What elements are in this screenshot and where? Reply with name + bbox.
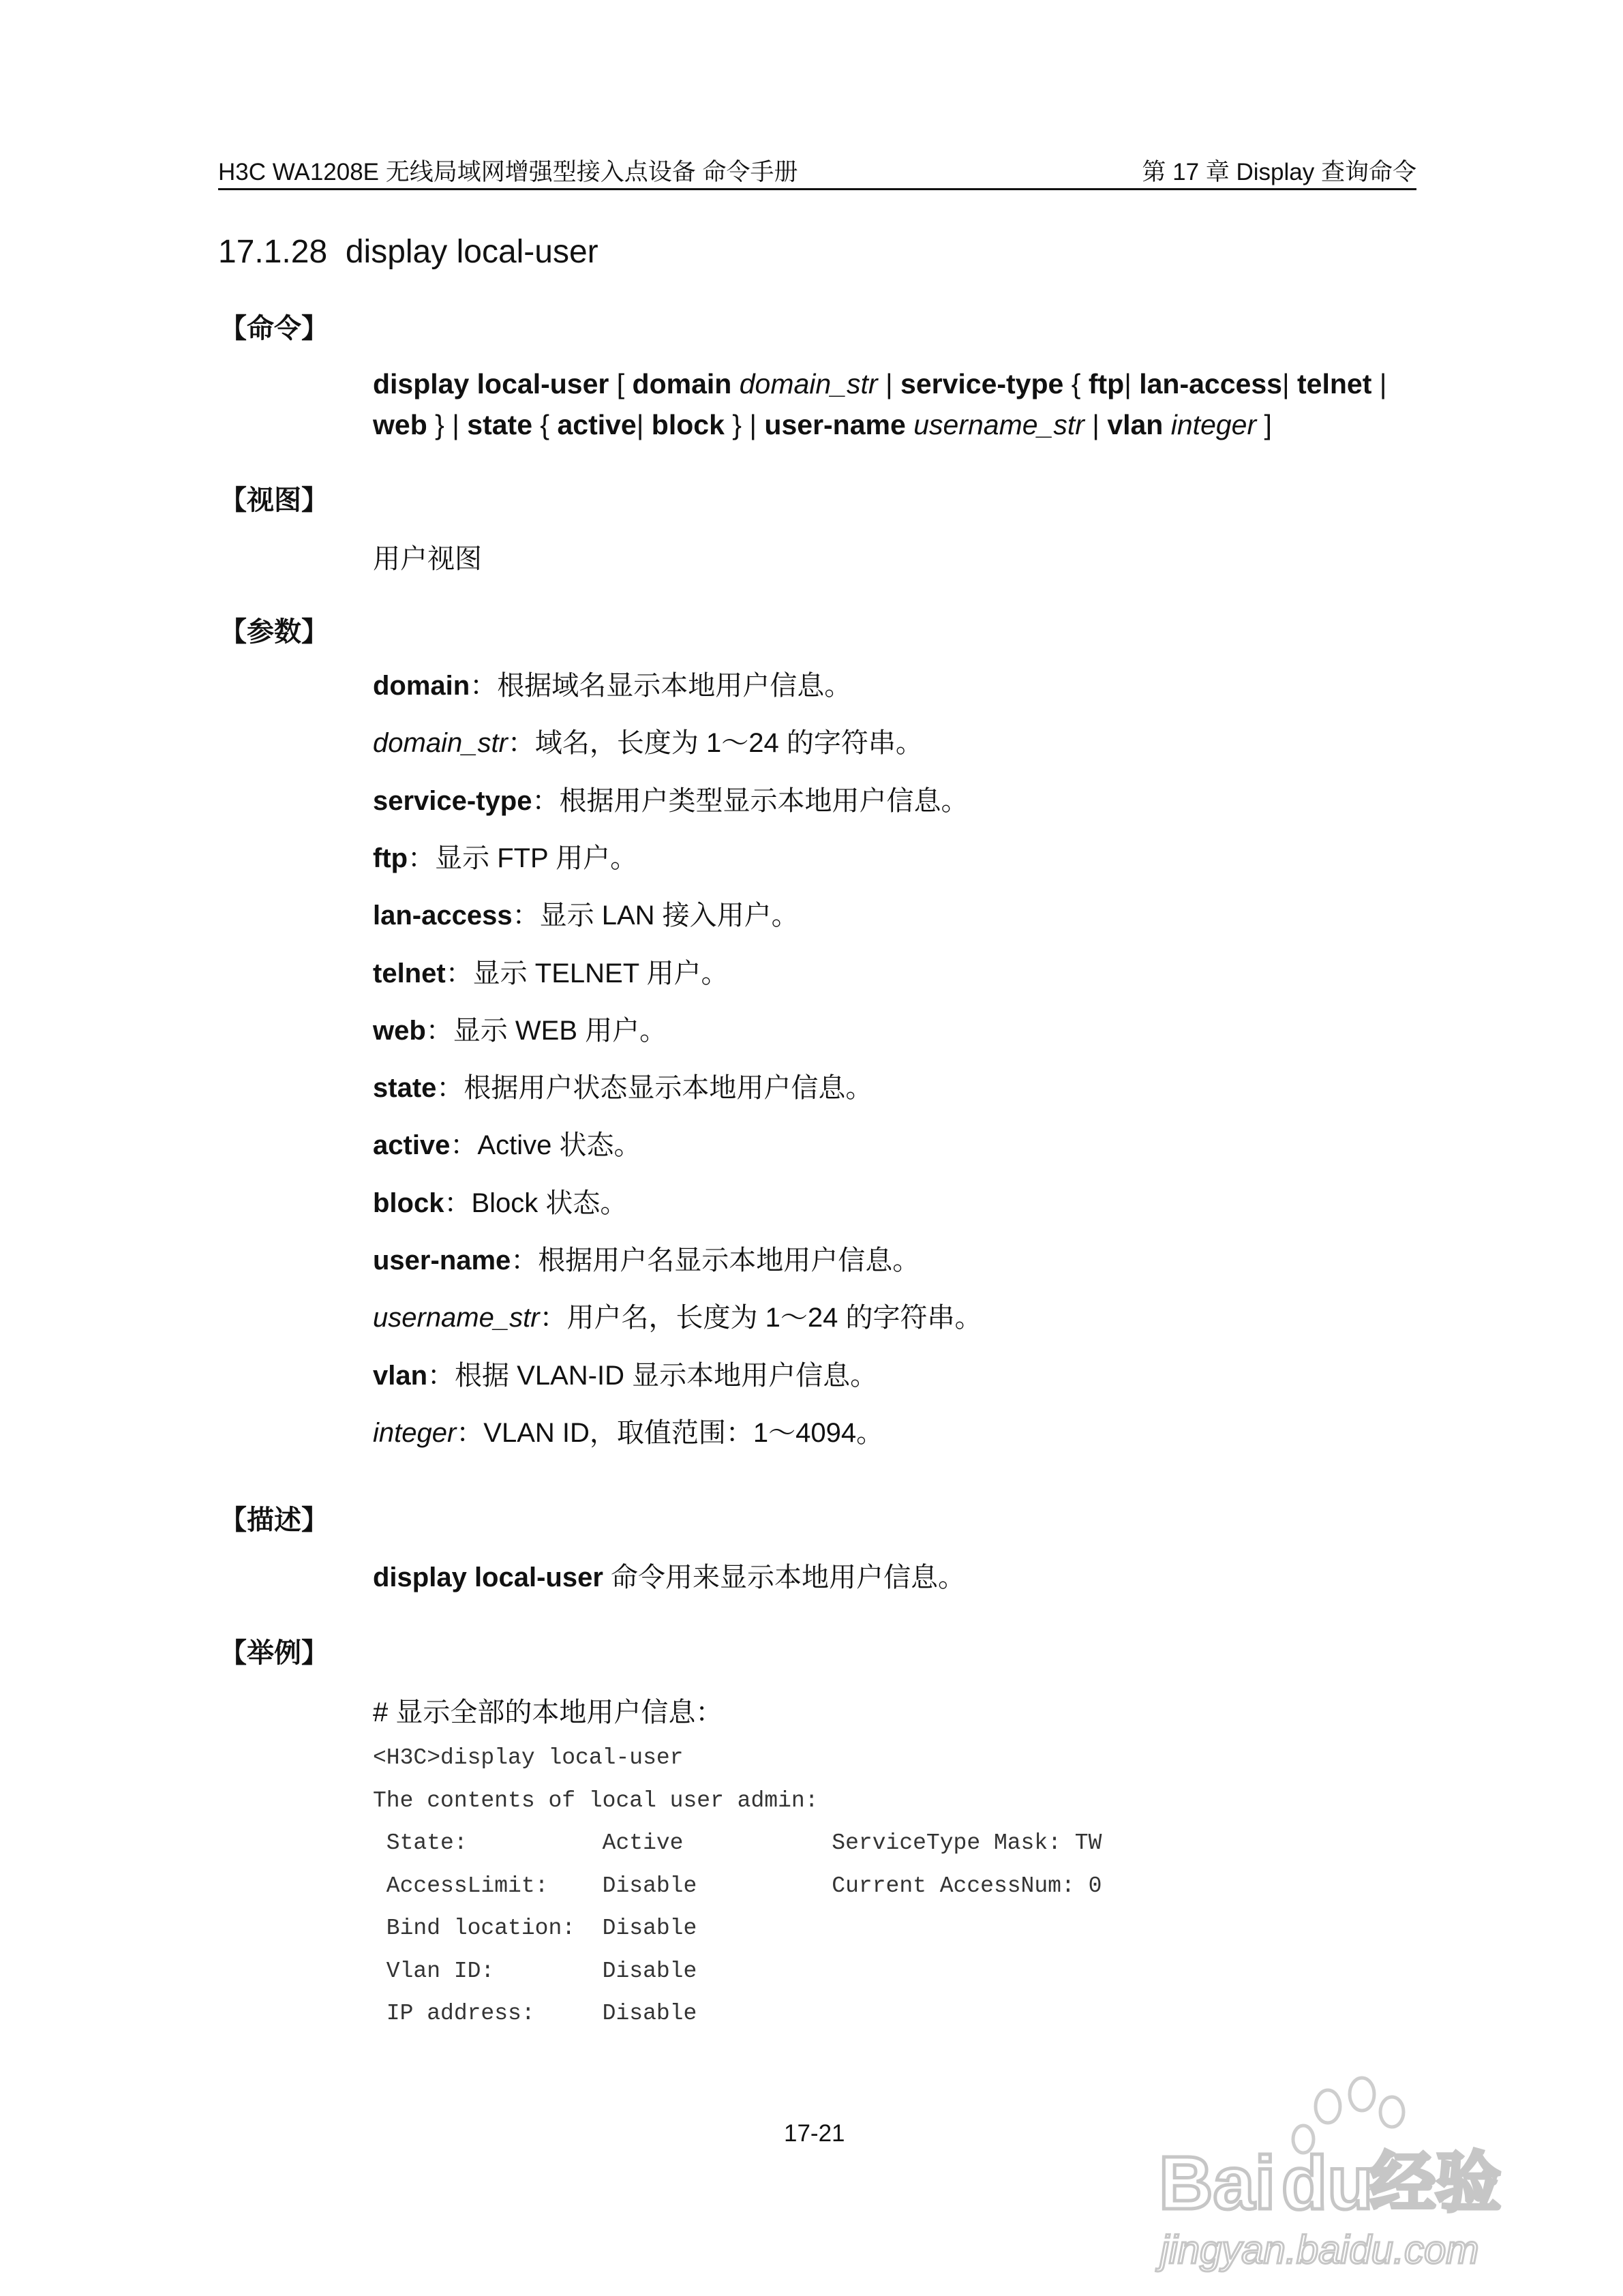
label-description: 【描述】: [219, 1505, 329, 1535]
syntax-line-2-token: username_str: [913, 409, 1084, 440]
param-item: [373, 781, 968, 821]
section-title: [218, 233, 598, 271]
description-command: display local-user: [373, 1562, 603, 1592]
code-line: <H3C>display local-user: [373, 1745, 684, 1770]
syntax-line-1-token: |: [877, 368, 901, 399]
param-item: [373, 838, 637, 879]
param-item: [373, 665, 851, 706]
section-name: display local-user: [345, 234, 598, 270]
paw-toe-3: [1380, 2097, 1404, 2127]
param-name: integer: [373, 1418, 457, 1448]
code-line: State: Active ServiceType Mask: TW: [373, 1830, 1102, 1856]
syntax-line-2-token: {: [532, 409, 558, 440]
param-desc: ：根据域名显示本地用户信息。: [470, 671, 852, 701]
watermark-brand: Bai: [1159, 2141, 1276, 2225]
syntax-line-2-token: integer: [1170, 409, 1257, 440]
label-params: 【参数】: [219, 617, 329, 647]
code-line: IP address: Disable: [373, 2001, 697, 2026]
param-desc: ：根据用户类型显示本地用户信息。: [532, 786, 969, 816]
param-desc: ：域名，长度为 1～24 的字符串。: [507, 728, 923, 758]
syntax-line-2: [373, 404, 1272, 445]
description-text: [373, 1557, 965, 1598]
syntax-line-1-token: domain: [632, 368, 732, 399]
syntax-line-1-token: telnet: [1297, 368, 1372, 399]
param-desc: ：根据用户状态显示本地用户信息。: [436, 1073, 873, 1103]
syntax-line-2-token: } |: [724, 409, 765, 440]
syntax-line-1-token: lan-access: [1139, 368, 1282, 399]
syntax-line-1-token: display local-user: [373, 368, 609, 399]
syntax-line-2-token: [1163, 409, 1170, 440]
syntax-line-1-token: |: [1281, 368, 1297, 399]
param-item: [373, 1355, 877, 1396]
description-body: 命令用来显示本地用户信息。: [603, 1562, 966, 1592]
param-desc: ：Block 状态。: [444, 1188, 628, 1218]
param-name: service-type: [373, 786, 532, 816]
param-item: [373, 1240, 920, 1281]
syntax-line-2-token: |: [636, 409, 652, 440]
syntax-line-2-token: |: [1084, 409, 1108, 440]
param-name: ftp: [373, 843, 408, 873]
watermark-cn: 经验: [1370, 2145, 1501, 2221]
paw-toe-2: [1350, 2078, 1374, 2111]
label-command: 【命令】: [219, 314, 329, 344]
syntax-line-2-token: block: [651, 409, 725, 440]
syntax-line-1: [373, 363, 1386, 404]
param-item: [373, 895, 799, 936]
param-name: telnet: [373, 958, 446, 988]
param-name: lan-access: [373, 901, 513, 931]
watermark-brand-2: du: [1281, 2141, 1374, 2225]
label-example: 【举例】: [219, 1638, 329, 1668]
syntax-line-2-token: ]: [1256, 409, 1272, 440]
param-name: web: [373, 1016, 426, 1046]
syntax-line-1-token: |: [1124, 368, 1140, 399]
paw-toe-1: [1316, 2090, 1340, 2123]
param-desc: ：用户名，长度为 1～24 的字符串。: [539, 1303, 982, 1333]
param-desc: ：根据 VLAN-ID 显示本地用户信息。: [427, 1361, 878, 1391]
param-item: [373, 723, 923, 764]
code-line: Vlan ID: Disable: [373, 1959, 697, 1984]
param-desc: ：VLAN ID，取值范围：1～4094。: [456, 1418, 884, 1448]
syntax-line-1-token: service-type: [900, 368, 1064, 399]
param-desc: ：根据用户名显示本地用户信息。: [511, 1245, 920, 1275]
param-item: [373, 1010, 667, 1051]
syntax-line-1-token: [: [609, 368, 633, 399]
param-name: username_str: [373, 1303, 540, 1333]
param-item: [373, 1183, 627, 1224]
syntax-line-1-token: |: [1371, 368, 1387, 399]
running-header-right: 第 17 章 Display 查询命令: [1142, 159, 1416, 185]
param-item: [373, 1413, 883, 1453]
param-item: [373, 1297, 982, 1338]
syntax-line-2-token: vlan: [1107, 409, 1164, 440]
param-desc: ：显示 TELNET 用户。: [445, 958, 729, 988]
syntax-line-2-token: active: [557, 409, 637, 440]
syntax-line-2-token: state: [467, 409, 532, 440]
syntax-line-2-token: [906, 409, 913, 440]
syntax-line-1-token: [731, 368, 739, 399]
section-number: 17.1.28: [218, 234, 328, 270]
param-name: block: [373, 1188, 444, 1218]
param-desc: ：显示 LAN 接入用户。: [512, 901, 799, 931]
code-line: AccessLimit: Disable Current AccessNum: 0: [373, 1873, 1102, 1899]
page-number: 17-21: [784, 2120, 845, 2147]
param-desc: ：Active 状态。: [450, 1130, 641, 1160]
param-name: state: [373, 1073, 437, 1103]
param-name: active: [373, 1130, 451, 1160]
param-name: domain: [373, 671, 470, 701]
param-desc: ：显示 FTP 用户。: [408, 843, 638, 873]
baidu-jingyan-watermark: [1145, 2059, 1527, 2277]
param-item: [373, 953, 729, 994]
param-name: vlan: [373, 1361, 428, 1391]
param-name: user-name: [373, 1245, 511, 1275]
syntax-line-2-token: user-name: [764, 409, 906, 440]
syntax-line-2-token: } |: [427, 409, 468, 440]
header-rule: [218, 188, 1416, 190]
code-line: Bind location: Disable: [373, 1916, 697, 1941]
example-intro: # 显示全部的本地用户信息：: [373, 1697, 723, 1727]
watermark-url: jingyan.baidu.com: [1160, 2228, 1479, 2272]
param-name: domain_str: [373, 728, 508, 758]
param-item: [373, 1125, 641, 1166]
syntax-line-1-token: domain_str: [739, 368, 878, 399]
view-text: 用户视图: [373, 544, 482, 574]
param-item: [373, 1068, 873, 1108]
running-header-left: H3C WA1208E 无线局域网增强型接入点设备 命令手册: [218, 159, 798, 185]
label-view: 【视图】: [219, 485, 329, 515]
syntax-line-1-token: ftp: [1088, 368, 1125, 399]
syntax-line-2-token: web: [373, 409, 427, 440]
syntax-line-1-token: {: [1063, 368, 1089, 399]
code-line: The contents of local user admin:: [373, 1788, 819, 1813]
param-desc: ：显示 WEB 用户。: [425, 1016, 667, 1046]
